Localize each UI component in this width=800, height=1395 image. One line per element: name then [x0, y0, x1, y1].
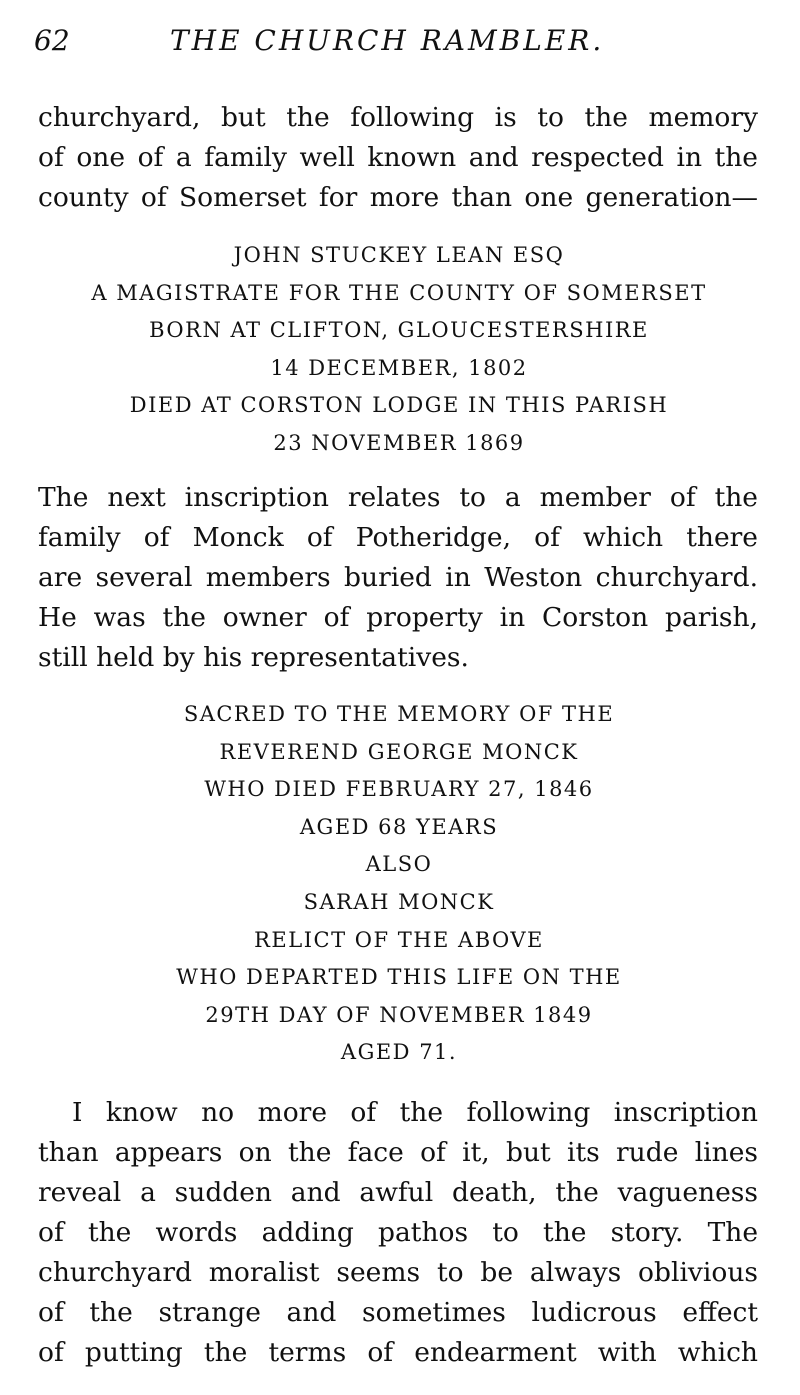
- page-number: 62: [34, 24, 70, 57]
- inscription-line: AGED 68 YEARS: [299, 814, 499, 839]
- text-line: still held by his representatives.: [38, 642, 469, 673]
- inscription-line: 29TH DAY OF NOVEMBER 1849: [205, 1002, 593, 1027]
- inscription-line: BORN AT CLIFTON, GLOUCESTERSHIRE: [149, 318, 649, 343]
- inscription-line: SACRED TO THE MEMORY OF THE: [183, 702, 615, 726]
- inscription-line: SARAH MONCK: [303, 889, 495, 914]
- text-line: than appears on the face of it, but its rude lines: [38, 1137, 758, 1168]
- text-line: of the words adding pathos to the story. The: [38, 1217, 758, 1248]
- inscription-line: WHO DIED FEBRUARY 27, 1846: [204, 777, 594, 802]
- inscription-line: JOHN STUCKEY LEAN ESQ: [233, 243, 565, 267]
- text-line: churchyard, but the following is to the memory: [38, 102, 758, 133]
- paragraph-2: [38, 478, 758, 678]
- text-line: family of Monck of Potheridge, of which there: [38, 522, 758, 553]
- inscription-lean: [38, 237, 760, 463]
- text-line: I know no more of the following inscription: [72, 1097, 758, 1128]
- paragraph-3: [38, 1093, 758, 1373]
- text-line: reveal a sudden and awful death, the vagueness: [38, 1177, 758, 1208]
- text-line: of putting the terms of endearment with which: [38, 1337, 758, 1368]
- inscription-line: RELICT OF THE ABOVE: [254, 927, 544, 952]
- text-line: county of Somerset for more than one generation—: [38, 182, 758, 213]
- text-line: The next inscription relates to a member of the: [38, 482, 758, 513]
- paragraph-1: [38, 98, 758, 218]
- inscription-line: 23 NOVEMBER 1869: [273, 430, 525, 455]
- inscription-line: WHO DEPARTED THIS LIFE ON THE: [176, 965, 622, 990]
- inscription-line: A MAGISTRATE FOR THE COUNTY OF SOMERSET: [91, 280, 707, 305]
- inscription-line: AGED 71.: [340, 1040, 458, 1065]
- inscription-line: REVEREND GEORGE MONCK: [219, 739, 579, 764]
- text-line: are several members buried in Weston churchyard.: [38, 562, 758, 593]
- inscription-line: ALSO: [365, 852, 433, 877]
- inscription-line: 14 DECEMBER, 1802: [270, 355, 528, 380]
- running-head: [34, 18, 774, 62]
- text-line: of the strange and sometimes ludicrous effect: [38, 1297, 758, 1328]
- running-title: THE CHURCH RAMBLER.: [170, 24, 605, 57]
- text-line: He was the owner of property in Corston parish,: [38, 602, 758, 633]
- inscription-monck: [38, 696, 760, 1072]
- text-line: of one of a family well known and respected in the: [38, 142, 758, 173]
- inscription-line: DIED AT CORSTON LODGE IN THIS PARISH: [129, 393, 669, 418]
- text-line: churchyard moralist seems to be always oblivious: [38, 1257, 758, 1288]
